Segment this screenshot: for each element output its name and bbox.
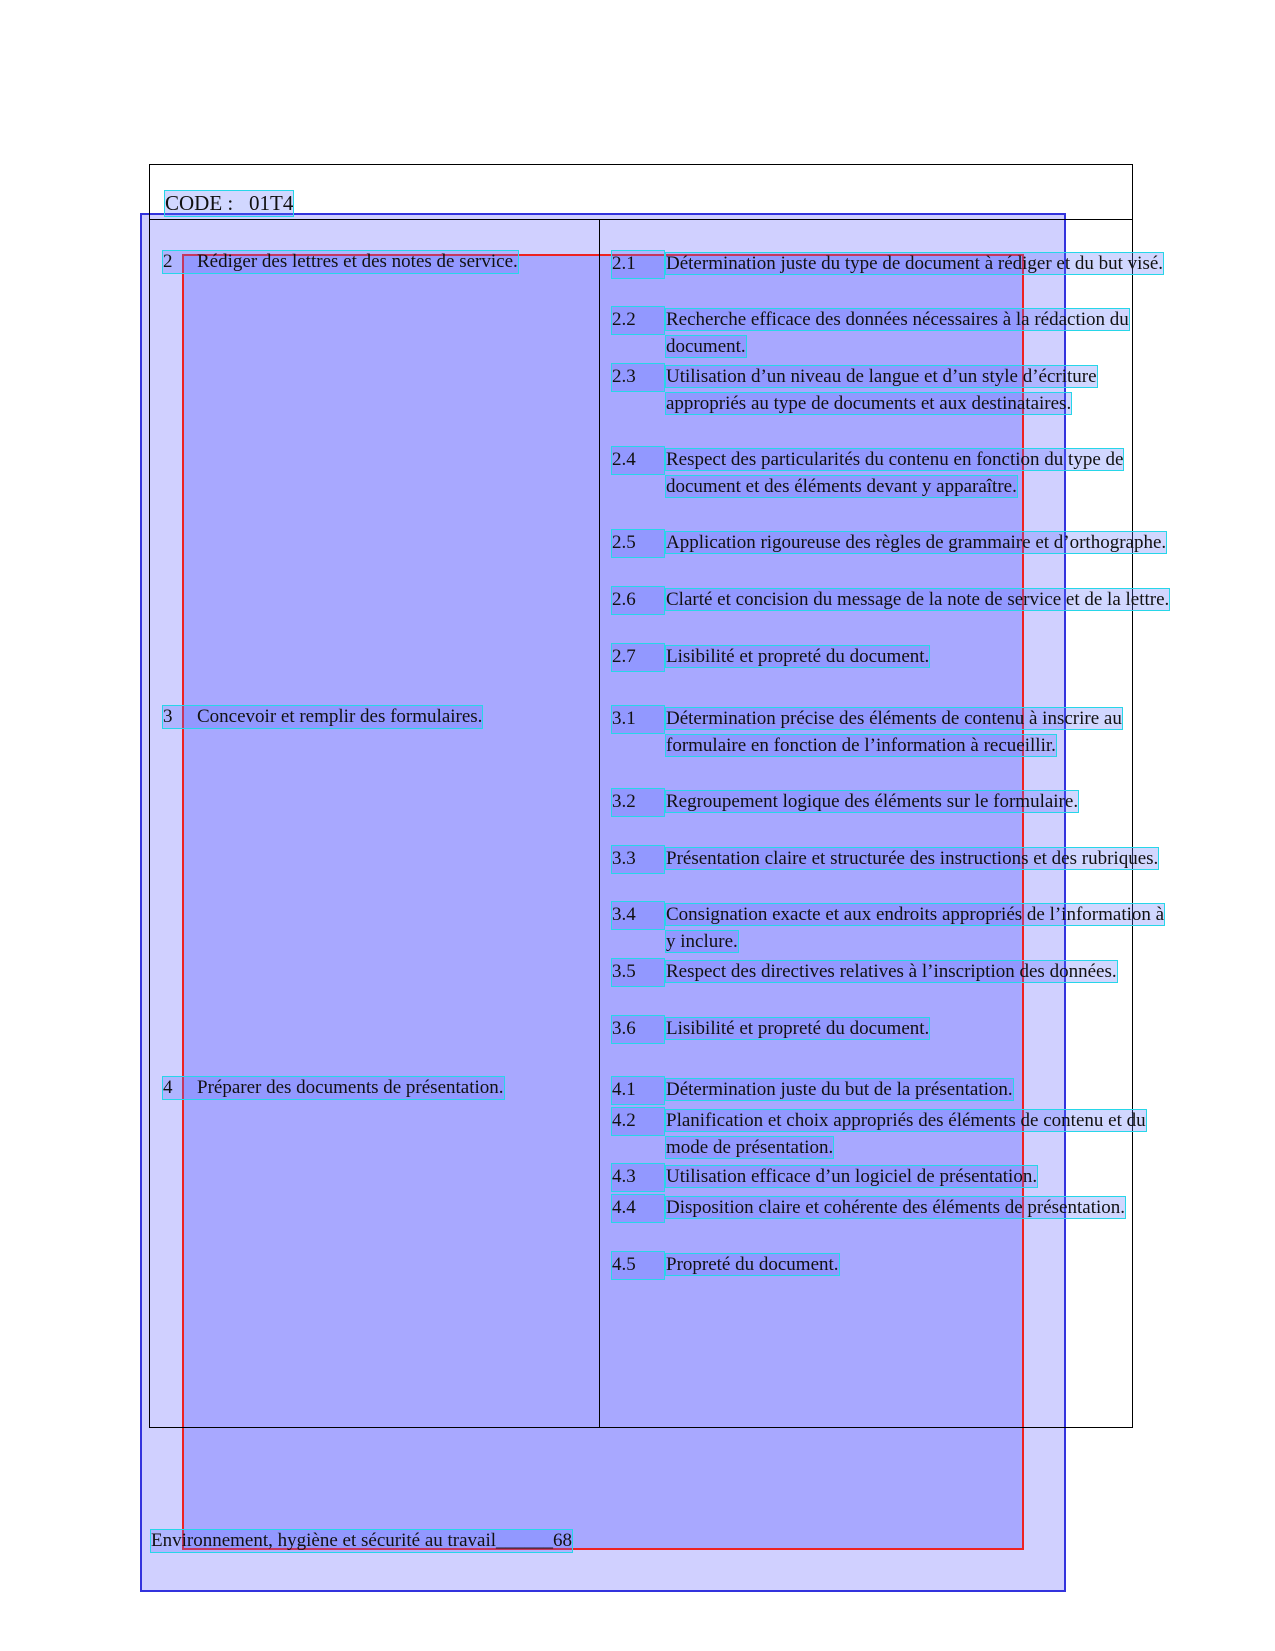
criterion-number: 3.4 <box>612 902 664 929</box>
criterion-text: Clarté et concision du message de la note de service et de la lettre. <box>666 589 1170 610</box>
page-footer: Environnement, hygiène et sécurité au travail______68 <box>151 1530 573 1551</box>
criterion-2-4 <box>612 447 1176 500</box>
criterion-2-6 <box>612 587 1176 614</box>
criterion-number: 2.6 <box>612 587 664 614</box>
criterion-number: 3.2 <box>612 789 664 816</box>
competency-3 <box>163 706 482 728</box>
criterion-2-3 <box>612 364 1176 417</box>
criterion-text: Détermination précise des éléments de contenu à inscrire au formulaire en fonction de l’information à recueillir. <box>666 708 1122 756</box>
criterion-text: Propreté du document. <box>666 1254 839 1275</box>
criterion-text: Utilisation d’un niveau de langue et d’un style d’écriture appropriés au type de documents et aux destinataires. <box>666 366 1097 414</box>
criterion-number: 4.2 <box>612 1108 664 1135</box>
criterion-number: 3.5 <box>612 959 664 986</box>
criterion-number: 2.5 <box>612 530 664 557</box>
criterion-number: 4.5 <box>612 1252 664 1279</box>
criterion-number: 2.1 <box>612 251 664 278</box>
criterion-number: 4.1 <box>612 1077 664 1104</box>
criterion-text: Respect des particularités du contenu en fonction du type de document et des éléments devant y apparaître. <box>666 449 1124 497</box>
criterion-text: Respect des directives relatives à l’inscription des données. <box>666 961 1117 982</box>
criterion-number: 4.3 <box>612 1164 664 1191</box>
criterion-text: Application rigoureuse des règles de grammaire et d’orthographe. <box>666 532 1167 553</box>
criterion-number: 4.4 <box>612 1195 664 1222</box>
page-number: 68 <box>553 1530 573 1551</box>
criterion-number: 2.4 <box>612 447 664 474</box>
criterion-2-7 <box>612 644 1176 671</box>
competency-title: Préparer des documents de présentation. <box>197 1077 504 1098</box>
criterion-3-6 <box>612 1016 1176 1043</box>
criterion-text: Regroupement logique des éléments sur le formulaire. <box>666 791 1079 812</box>
criterion-4-4 <box>612 1195 1176 1222</box>
criterion-2-1 <box>612 251 1176 278</box>
competency-number: 4 <box>163 1077 173 1098</box>
criterion-text: Détermination juste du but de la présentation. <box>666 1079 1013 1100</box>
criterion-text: Disposition claire et cohérente des éléments de présentation. <box>666 1197 1126 1218</box>
criterion-number: 3.6 <box>612 1016 664 1043</box>
criterion-2-2 <box>612 307 1176 360</box>
criterion-text: Utilisation efficace d’un logiciel de présentation. <box>666 1166 1038 1187</box>
competency-title: Rédiger des lettres et des notes de service. <box>197 251 518 272</box>
footer-text: Environnement, hygiène et sécurité au travail <box>151 1530 497 1551</box>
criterion-number: 3.1 <box>612 706 664 733</box>
criterion-text: Lisibilité et propreté du document. <box>666 1018 930 1039</box>
criterion-number: 2.7 <box>612 644 664 671</box>
criterion-text: Présentation claire et structurée des instructions et des rubriques. <box>666 848 1159 869</box>
criterion-4-5 <box>612 1252 1176 1279</box>
criterion-text: Lisibilité et propreté du document. <box>666 646 930 667</box>
criterion-number: 3.3 <box>612 846 664 873</box>
code-value: 01T4 <box>249 191 294 215</box>
competency-title: Concevoir et remplir des formulaires. <box>197 706 483 727</box>
competency-number: 3 <box>163 706 173 727</box>
competency-2 <box>163 251 518 273</box>
criterion-4-3 <box>612 1164 1176 1191</box>
criterion-number: 2.3 <box>612 364 664 391</box>
criterion-text: Consignation exacte et aux endroits appropriés de l’information à y inclure. <box>666 904 1165 952</box>
criterion-text: Planification et choix appropriés des éléments de contenu et du mode de présentation. <box>666 1110 1146 1158</box>
criterion-3-1 <box>612 706 1176 759</box>
code-label: CODE : <box>165 191 234 215</box>
criterion-number: 2.2 <box>612 307 664 334</box>
code-line <box>165 191 293 216</box>
criterion-3-4 <box>612 902 1176 955</box>
criterion-4-1 <box>612 1077 1176 1104</box>
criterion-text: Recherche efficace des données nécessaires à la rédaction du document. <box>666 309 1129 357</box>
criterion-3-2 <box>612 789 1176 816</box>
criterion-text: Détermination juste du type de document à rédiger et du but visé. <box>666 253 1164 274</box>
criterion-3-5 <box>612 959 1176 986</box>
criterion-4-2 <box>612 1108 1176 1161</box>
criterion-2-5 <box>612 530 1176 557</box>
column-divider <box>599 219 600 1427</box>
competency-4 <box>163 1077 504 1099</box>
table-header-row <box>150 165 1132 220</box>
competency-number: 2 <box>163 251 173 272</box>
criterion-3-3 <box>612 846 1176 873</box>
